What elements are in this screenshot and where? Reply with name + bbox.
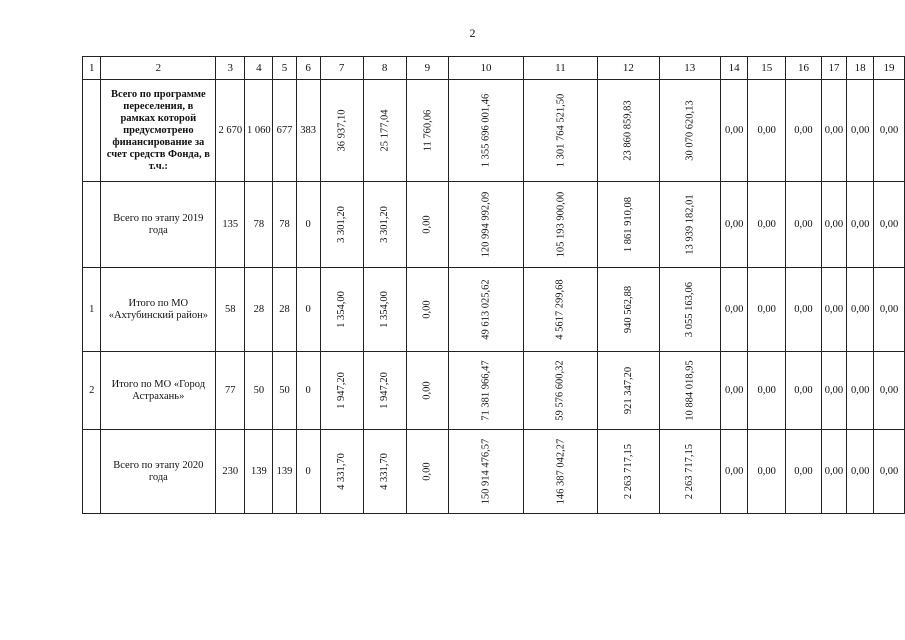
cell-c9 [406,182,449,268]
cell-value-rotated: 1 861 910,08 [622,196,634,253]
cell-c15: 0,00 [748,80,786,182]
cell-c13 [659,182,720,268]
table-row [83,268,905,352]
column-number-cell: 8 [363,57,406,80]
cell-c8 [363,430,406,514]
cell-c4: 28 [245,268,273,352]
cell-c14: 0,00 [720,352,747,430]
column-number-row [83,57,905,80]
cell-value-rotated: 3 301,20 [379,206,391,243]
cell-value-rotated: 1 947,20 [336,372,348,409]
cell-c10 [449,430,524,514]
cell-c6: 0 [296,268,320,352]
column-number-cell: 12 [598,57,659,80]
cell-c9 [406,352,449,430]
cell-c6: 0 [296,352,320,430]
cell-c15: 0,00 [748,352,786,430]
cell-c6: 0 [296,430,320,514]
cell-name: Итого по МО «Город Астрахань» [101,352,216,430]
cell-c8 [363,352,406,430]
cell-num: 1 [83,268,101,352]
cell-c12 [598,182,659,268]
cell-name: Всего по программе переселения, в рамках которой предусмотрено финансирование за счет средств Фонда, в т.ч.: [101,80,216,182]
cell-c10 [449,182,524,268]
cell-c11 [523,352,598,430]
cell-value-rotated: 1 355 696 001,46 [480,93,492,168]
cell-c16: 0,00 [786,80,822,182]
cell-c7 [320,80,363,182]
column-number-cell: 1 [83,57,101,80]
cell-name: Всего по этапу 2019 года [101,182,216,268]
cell-value-rotated: 10 884 018,95 [684,360,696,421]
cell-c12 [598,352,659,430]
cell-c7 [320,430,363,514]
cell-c17: 0,00 [821,430,847,514]
table-row [83,80,905,182]
cell-value-rotated: 23 860 859,83 [622,100,634,161]
cell-value-rotated: 940 562,88 [622,285,634,334]
cell-value-rotated: 49 613 025,62 [480,279,492,340]
cell-c10 [449,352,524,430]
cell-value-rotated: 3 055 163,06 [684,281,696,338]
cell-c5: 78 [273,182,296,268]
column-number-cell: 5 [273,57,296,80]
cell-c19: 0,00 [874,268,905,352]
cell-c7 [320,182,363,268]
cell-value-rotated: 2 263 717,15 [622,443,634,500]
column-number-cell: 14 [720,57,747,80]
cell-c17: 0,00 [821,80,847,182]
cell-value-rotated: 36 937,10 [336,109,348,152]
cell-c9 [406,80,449,182]
column-number-cell: 17 [821,57,847,80]
cell-c11 [523,182,598,268]
cell-num [83,80,101,182]
cell-value-rotated: 1 301 764 521,50 [554,93,566,168]
column-number-cell: 18 [847,57,874,80]
cell-value-rotated: 1 354,00 [336,291,348,328]
cell-value-rotated: 0,00 [421,381,433,400]
cell-c18: 0,00 [847,268,874,352]
cell-value-rotated: 0,00 [421,215,433,234]
cell-num [83,430,101,514]
cell-value-rotated: 59 576 600,32 [554,360,566,421]
cell-c8 [363,268,406,352]
cell-c3: 2 670 [216,80,245,182]
cell-c17: 0,00 [821,182,847,268]
cell-c18: 0,00 [847,352,874,430]
cell-c6: 0 [296,182,320,268]
cell-c4: 78 [245,182,273,268]
cell-c19: 0,00 [874,352,905,430]
cell-c4: 139 [245,430,273,514]
cell-c9 [406,268,449,352]
cell-value-rotated: 30 070 620,13 [684,100,696,161]
cell-value-rotated: 1 947,20 [379,372,391,409]
cell-value-rotated: 1 354,00 [379,291,391,328]
cell-c14: 0,00 [720,268,747,352]
cell-c4: 50 [245,352,273,430]
cell-value-rotated: 4 5617 299,68 [554,279,566,340]
cell-c8 [363,80,406,182]
column-number-cell: 3 [216,57,245,80]
cell-num: 2 [83,352,101,430]
cell-name: Всего по этапу 2020 года [101,430,216,514]
cell-c15: 0,00 [748,182,786,268]
cell-c10 [449,80,524,182]
cell-value-rotated: 921 347,20 [622,366,634,415]
cell-c14: 0,00 [720,430,747,514]
cell-c16: 0,00 [786,182,822,268]
cell-c3: 58 [216,268,245,352]
cell-c12 [598,80,659,182]
cell-c5: 50 [273,352,296,430]
cell-num [83,182,101,268]
cell-value-rotated: 0,00 [421,462,433,481]
cell-c14: 0,00 [720,182,747,268]
cell-c7 [320,268,363,352]
column-number-cell: 13 [659,57,720,80]
cell-c12 [598,430,659,514]
cell-c12 [598,268,659,352]
cell-c13 [659,268,720,352]
cell-value-rotated: 4 331,70 [379,453,391,490]
cell-c5: 139 [273,430,296,514]
cell-c18: 0,00 [847,182,874,268]
cell-c17: 0,00 [821,352,847,430]
table-row [83,182,905,268]
cell-value-rotated: 105 193 900,00 [554,191,566,258]
cell-value-rotated: 25 177,04 [379,109,391,152]
cell-value-rotated: 150 914 476,57 [480,438,492,505]
cell-c16: 0,00 [786,268,822,352]
cell-c7 [320,352,363,430]
cell-value-rotated: 120 994 992,09 [480,191,492,258]
cell-c11 [523,268,598,352]
column-number-cell: 19 [874,57,905,80]
cell-c15: 0,00 [748,430,786,514]
cell-value-rotated: 13 939 182,01 [684,194,696,255]
cell-value-rotated: 146 387 042,27 [554,438,566,505]
page-number: 2 [469,26,476,40]
cell-c11 [523,430,598,514]
cell-value-rotated: 71 381 966,47 [480,360,492,421]
cell-c13 [659,352,720,430]
column-number-cell: 16 [786,57,822,80]
cell-c19: 0,00 [874,430,905,514]
cell-c17: 0,00 [821,268,847,352]
column-number-cell: 6 [296,57,320,80]
cell-c5: 28 [273,268,296,352]
cell-c3: 77 [216,352,245,430]
cell-value-rotated: 0,00 [421,300,433,319]
column-number-cell: 15 [748,57,786,80]
cell-c19: 0,00 [874,182,905,268]
cell-c16: 0,00 [786,430,822,514]
cell-c6: 383 [296,80,320,182]
column-number-cell: 10 [449,57,524,80]
cell-c13 [659,80,720,182]
cell-value-rotated: 4 331,70 [336,453,348,490]
cell-c13 [659,430,720,514]
resettlement-table [82,56,905,514]
cell-c18: 0,00 [847,430,874,514]
column-number-cell: 7 [320,57,363,80]
cell-c15: 0,00 [748,268,786,352]
cell-c19: 0,00 [874,80,905,182]
cell-c10 [449,268,524,352]
cell-c14: 0,00 [720,80,747,182]
column-number-cell: 2 [101,57,216,80]
cell-c4: 1 060 [245,80,273,182]
table-row [83,430,905,514]
cell-value-rotated: 2 263 717,15 [684,443,696,500]
cell-c3: 230 [216,430,245,514]
column-number-cell: 4 [245,57,273,80]
cell-c11 [523,80,598,182]
cell-name: Итого по МО «Ахтубинский район» [101,268,216,352]
cell-c3: 135 [216,182,245,268]
column-number-cell: 11 [523,57,598,80]
cell-value-rotated: 3 301,20 [336,206,348,243]
cell-c18: 0,00 [847,80,874,182]
column-number-cell: 9 [406,57,449,80]
cell-c5: 677 [273,80,296,182]
cell-value-rotated: 11 760,06 [421,109,433,152]
table-row [83,352,905,430]
cell-c16: 0,00 [786,352,822,430]
cell-c8 [363,182,406,268]
cell-c9 [406,430,449,514]
